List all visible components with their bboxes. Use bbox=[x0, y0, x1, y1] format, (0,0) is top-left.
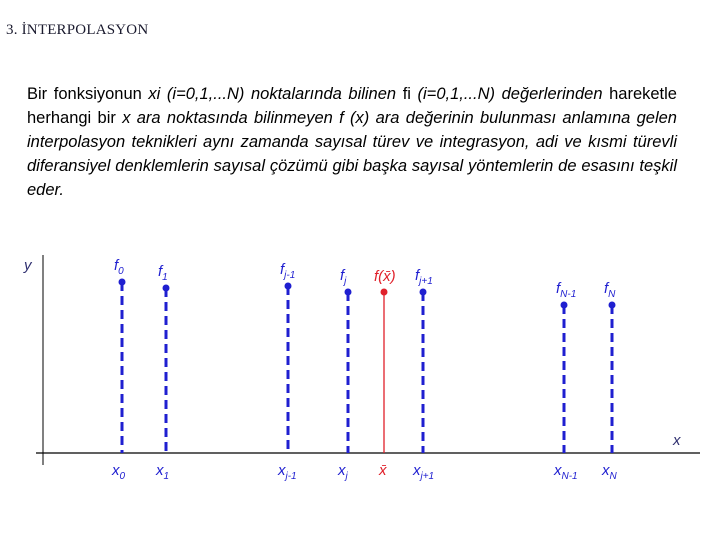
text: (i=0,1,...N) noktalarında bilinen bbox=[160, 85, 403, 103]
text: fi bbox=[402, 85, 411, 103]
text: ara değerinin bulunması anlamına gelen interpolasyon teknikleri aynı zamanda sayısal türev ve integrasyon, adi ve kısmi türevli diferansiyel denklemlerin sayısal çözümü gibi başka sayısal yöntemlerin de esasını teşkil eder. bbox=[27, 109, 677, 199]
interp-f-label: f(x̄) bbox=[374, 268, 396, 285]
text: ara noktasında bilinmeyen bbox=[130, 109, 340, 127]
x-label: $x_{j-1}$ bbox=[278, 462, 297, 482]
f-label: $f_{j-1}$ bbox=[280, 261, 296, 281]
x-label: $x_{j+1}$ bbox=[413, 462, 435, 482]
x-label: $x_{N-1}$ bbox=[554, 462, 578, 482]
x-label: $x_1$ bbox=[156, 462, 170, 482]
y-axis-label: y bbox=[24, 257, 32, 274]
interpolation-dot bbox=[381, 289, 388, 296]
f-label: $f_j$ bbox=[340, 267, 347, 287]
f-label: $f_0$ bbox=[114, 257, 124, 277]
text: xi bbox=[148, 85, 161, 103]
text: hareketle herhangi bir bbox=[27, 85, 677, 127]
slide-title: 3. İNTERPOLASYON bbox=[6, 22, 149, 38]
text: (i=0,1,...N) değerlerinden bbox=[410, 85, 610, 103]
f-label: $f_{N-1}$ bbox=[556, 280, 577, 300]
text: f (x) bbox=[339, 109, 370, 127]
text: x bbox=[122, 109, 131, 127]
data-point-dot bbox=[561, 302, 568, 309]
x-label: $x_N$ bbox=[602, 462, 617, 482]
x-label: $x_0$ bbox=[112, 462, 126, 482]
data-point-dot bbox=[119, 279, 126, 286]
x-label: $x_j$ bbox=[338, 462, 348, 482]
f-label: $f_1$ bbox=[158, 263, 168, 283]
data-point-dot bbox=[285, 283, 292, 290]
f-label: $f_{j+1}$ bbox=[415, 267, 433, 287]
f-label: $f_N$ bbox=[604, 280, 616, 300]
data-point-dot bbox=[420, 289, 427, 296]
text: Bir fonksiyonun bbox=[27, 85, 149, 103]
data-point-dot bbox=[163, 285, 170, 292]
data-point-dot bbox=[345, 289, 352, 296]
interp-x-label: x̄ bbox=[379, 462, 387, 479]
data-point-dot bbox=[609, 302, 616, 309]
x-axis-label: x bbox=[673, 432, 681, 449]
